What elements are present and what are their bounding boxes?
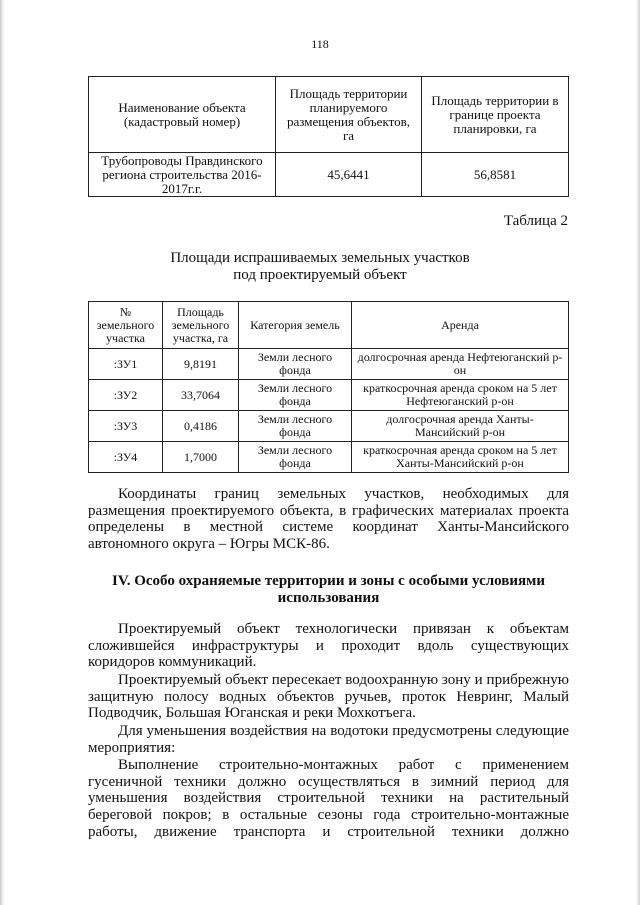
paragraph: Для уменьшения воздействия на водотоки предусмотрены следующие мероприятия:: [88, 723, 569, 756]
cell-object-name: Трубопроводы Правдинского региона строительства 2016-2017г.г.: [89, 153, 276, 197]
cell-land-category: Земли лесного фонда: [239, 411, 352, 442]
table-title: [0, 250, 640, 284]
cell-land-category: Земли лесного фонда: [239, 380, 352, 411]
coordinates-paragraph: Координаты границ земельных участков, необходимых для размещения проектируемого объекта, в графических материалах проекта определены в местной системе координат Ханты-Мансийского автономного округа – Югры МСК-86.: [88, 486, 569, 553]
scan-edge-right: [636, 0, 640, 905]
cell-lease: долгосрочная аренда Нефтеюганский р-он: [352, 349, 569, 380]
table-row: [89, 411, 569, 442]
cell-plot-number: :ЗУ3: [89, 411, 163, 442]
header-land-category: Категория земель: [239, 302, 352, 349]
table-row: [89, 442, 569, 473]
cell-lease: краткосрочная аренда сроком на 5 лет Нефтеюганский р-он: [352, 380, 569, 411]
header-plot-area: Площадь земельного участка, га: [163, 302, 239, 349]
page-number: 118: [311, 37, 329, 51]
cell-project-area: 56,8581: [422, 153, 569, 197]
table-title-line-1: Площади испрашиваемых земельных участков: [170, 250, 470, 266]
paragraph: Проектируемый объект пересекает водоохранную зону и прибрежную защитную полосу водных объектов ручьев, проток Невринг, Малый Подводчик, Большая Юганская и реки Мохкотъега.: [88, 672, 569, 722]
table-caption: Таблица 2: [503, 213, 568, 229]
table-title-line-2: под проектируемый объект: [233, 267, 407, 283]
cell-placement-area: 45,6441: [276, 153, 422, 197]
table-header-row: [89, 302, 569, 349]
cell-plot-area: 33,7064: [163, 380, 239, 411]
section-heading: IV. Особо охраняемые территории и зоны с особыми условиями использования: [111, 573, 545, 606]
cell-plot-number: :ЗУ2: [89, 380, 163, 411]
header-placement-area: Площадь территории планируемого размещения объектов, га: [276, 77, 422, 153]
header-object-name: Наименование объекта (кадастровый номер): [89, 77, 276, 153]
scan-edge-left: [0, 0, 5, 905]
table-header-row: [89, 77, 569, 153]
header-project-area: Площадь территории в границе проекта планировки, га: [422, 77, 569, 153]
land-plots-table: [88, 301, 569, 473]
paragraph: Проектируемый объект технологически привязан к объектам сложившейся инфраструктуры и проходит вдоль существующих коридоров коммуникаций.: [88, 621, 569, 671]
header-plot-number: № земельного участка: [89, 302, 163, 349]
cell-plot-area: 1,7000: [163, 442, 239, 473]
table-row: [89, 153, 569, 197]
objects-area-table: [88, 76, 569, 197]
table-row: [89, 349, 569, 380]
cell-lease: долгосрочная аренда Ханты-Мансийский р-он: [352, 411, 569, 442]
cell-plot-number: :ЗУ4: [89, 442, 163, 473]
cell-lease: краткосрочная аренда сроком на 5 лет Ханты-Мансийский р-он: [352, 442, 569, 473]
cell-plot-area: 0,4186: [163, 411, 239, 442]
table-row: [89, 380, 569, 411]
cell-land-category: Земли лесного фонда: [239, 349, 352, 380]
cell-land-category: Земли лесного фонда: [239, 442, 352, 473]
paragraph: Выполнение строительно-монтажных работ с применением гусеничной техники должно осуществляться в зимний период для уменьшения воздействия строительной техники на растительный береговой покров; в остальные сезоны года строительно-монтажные работы, движение транспорта и строительной техники должно: [88, 757, 569, 840]
cell-plot-area: 9,8191: [163, 349, 239, 380]
header-lease: Аренда: [352, 302, 569, 349]
cell-plot-number: :ЗУ1: [89, 349, 163, 380]
